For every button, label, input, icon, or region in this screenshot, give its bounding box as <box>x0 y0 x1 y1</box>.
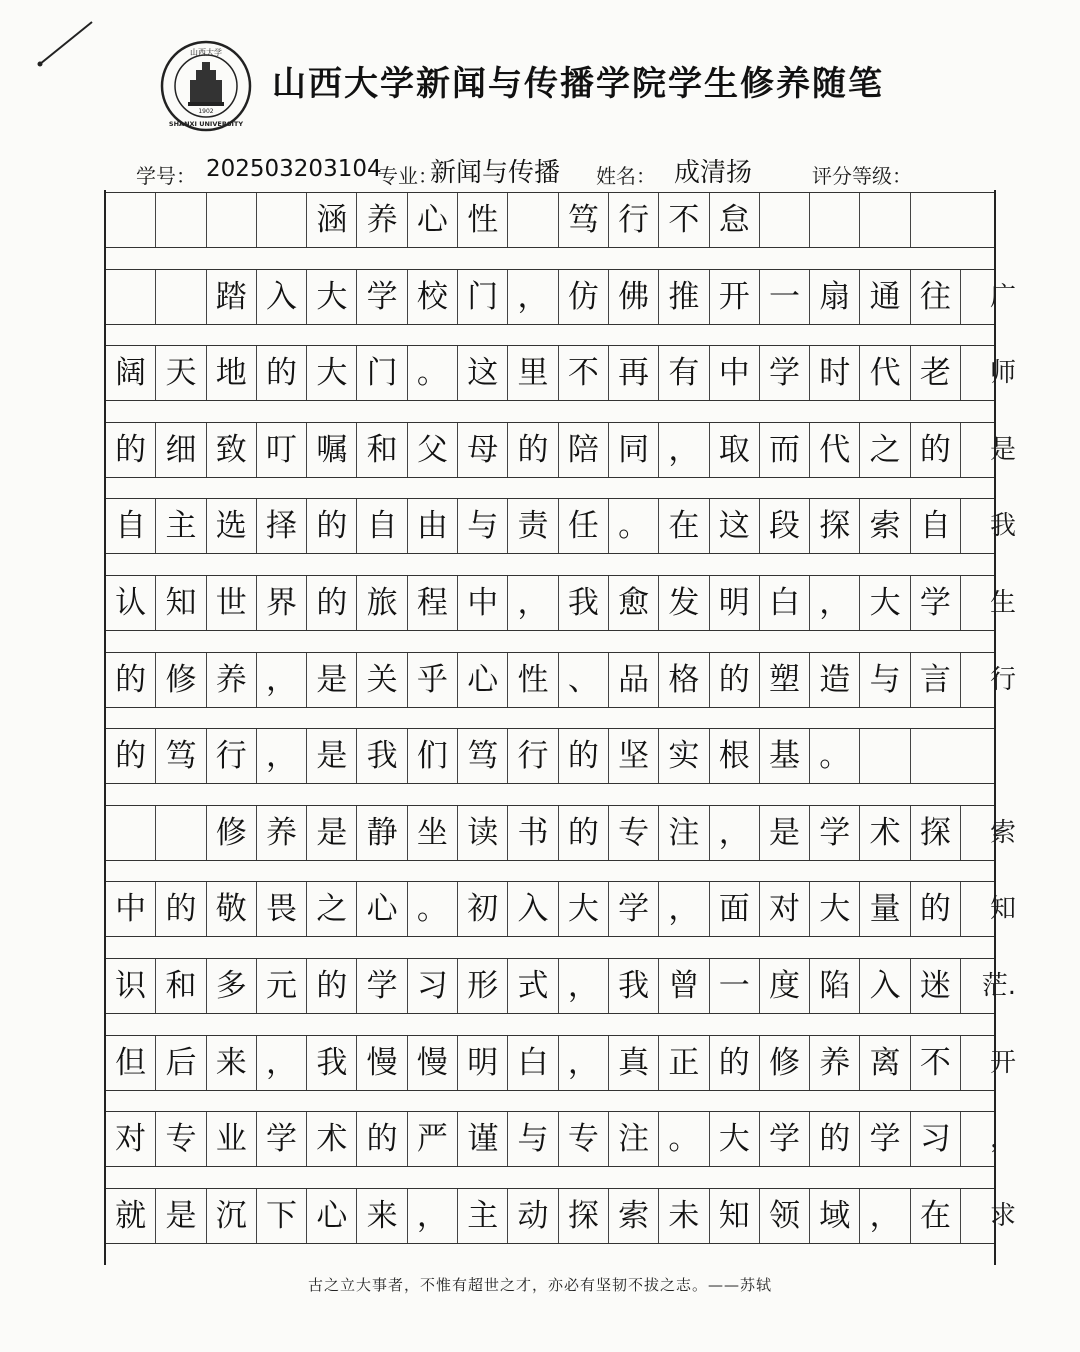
grid-cell: ， <box>559 1036 609 1090</box>
grid-cell: 专 <box>609 806 659 860</box>
grid-cell: 入 <box>860 959 910 1013</box>
grid-cell: 的 <box>307 959 357 1013</box>
name-label: 姓名： <box>596 164 656 188</box>
grid-cell: 的 <box>307 499 357 553</box>
grid-cell: 们 <box>408 729 458 783</box>
grid-cell: 就 <box>106 1189 156 1243</box>
grid-cell: 的 <box>559 729 609 783</box>
grid-cell: 天 <box>156 346 206 400</box>
grid-cell: 我 <box>559 576 609 630</box>
grid-cell: 慢 <box>408 1036 458 1090</box>
grid-cell: 的 <box>911 882 961 936</box>
grid-cell: 是 <box>307 653 357 707</box>
grid-cell: ， <box>257 729 307 783</box>
grid-row <box>106 728 994 784</box>
grid-cell: 下 <box>257 1189 307 1243</box>
grid-cell: 坚 <box>609 729 659 783</box>
seal-text-top: 山西大学 <box>190 48 222 57</box>
grid-cell: 明 <box>458 1036 508 1090</box>
grid-cell: 由 <box>408 499 458 553</box>
grid-cell: 不 <box>659 193 709 247</box>
grid-cell: 注 <box>609 1112 659 1166</box>
grid-cell: 学 <box>911 576 961 630</box>
grid-cell: 界 <box>257 576 307 630</box>
grid-cell: 学 <box>760 346 810 400</box>
grid-cell: 行 <box>508 729 558 783</box>
grid-cell: 愈 <box>609 576 659 630</box>
grid-cell: 根 <box>710 729 760 783</box>
grid-cell: 往 <box>911 270 961 324</box>
grid-cell: 的 <box>156 882 206 936</box>
grid-cell: 的 <box>710 653 760 707</box>
grid-cell: 中 <box>106 882 156 936</box>
grid-cell: 旅 <box>357 576 407 630</box>
grid-cell: 里 <box>508 346 558 400</box>
grid-cell: 的 <box>710 1036 760 1090</box>
grid-cell: 父 <box>408 423 458 477</box>
grid-cell: 涵 <box>307 193 357 247</box>
grid-cell: 式 <box>508 959 558 1013</box>
grid-cell: 基 <box>760 729 810 783</box>
grid-cell: 的 <box>559 806 609 860</box>
grid-cell: 习 <box>911 1112 961 1166</box>
grid-cell: 仿 <box>559 270 609 324</box>
grid-cell: 术 <box>307 1112 357 1166</box>
grid-cell: 我 <box>307 1036 357 1090</box>
grid-cell: 致 <box>207 423 257 477</box>
grid-cell <box>508 193 558 247</box>
grid-row <box>106 422 1016 478</box>
grid-cell: 。 <box>408 882 458 936</box>
margin-overflow-char: 我 <box>989 511 1016 542</box>
grid-cell: 心 <box>307 1189 357 1243</box>
margin-overflow-char: 索 <box>989 817 1016 848</box>
grid-cell: 这 <box>458 346 508 400</box>
grid-cell: 责 <box>508 499 558 553</box>
grid-cell: 陪 <box>559 423 609 477</box>
grid-cell: 索 <box>609 1189 659 1243</box>
grid-cell: 与 <box>508 1112 558 1166</box>
grid-cell <box>106 806 156 860</box>
grid-row <box>106 652 1016 708</box>
grid-cell: 陷 <box>810 959 860 1013</box>
grid-cell: 严 <box>408 1112 458 1166</box>
grid-cell: ， <box>659 423 709 477</box>
grid-cell: 这 <box>710 499 760 553</box>
grid-cell: 曾 <box>659 959 709 1013</box>
grid-cell: 书 <box>508 806 558 860</box>
grid-cell: 大 <box>710 1112 760 1166</box>
page-header <box>160 40 980 140</box>
grid-cell: 业 <box>207 1112 257 1166</box>
grid-cell: 的 <box>257 346 307 400</box>
grid-cell: 嘱 <box>307 423 357 477</box>
grid-cell: 再 <box>609 346 659 400</box>
grid-cell: 大 <box>307 346 357 400</box>
grid-cell: 领 <box>760 1189 810 1243</box>
grid-cell: 识 <box>106 959 156 1013</box>
grid-cell: 敬 <box>207 882 257 936</box>
seal-text-bottom: SHANXI UNIVERSITY <box>168 120 244 128</box>
grid-cell: 行 <box>207 729 257 783</box>
grid-cell: 养 <box>257 806 307 860</box>
grid-cell: 主 <box>156 499 206 553</box>
grid-cell: 一 <box>760 270 810 324</box>
grid-cell: 来 <box>357 1189 407 1243</box>
pen-stroke-mark <box>36 18 96 68</box>
grid-cell: 读 <box>458 806 508 860</box>
grid-cell: 通 <box>860 270 910 324</box>
grid-cell: 的 <box>307 576 357 630</box>
grid-cell: 我 <box>357 729 407 783</box>
grid-cell: 代 <box>810 423 860 477</box>
grid-cell: 学 <box>257 1112 307 1166</box>
margin-overflow-char: 开 <box>989 1047 1016 1078</box>
margin-overflow-char: 求 <box>989 1200 1016 1231</box>
grid-cell: 静 <box>357 806 407 860</box>
grid-cell: 笃 <box>156 729 206 783</box>
grid-cell: 白 <box>760 576 810 630</box>
grid-cell: 是 <box>307 729 357 783</box>
grid-row <box>106 345 1016 401</box>
grid-cell: 正 <box>659 1036 709 1090</box>
margin-overflow-char: 生 <box>989 588 1016 618</box>
grid-cell: 。 <box>659 1112 709 1166</box>
grid-cell: 坐 <box>408 806 458 860</box>
seal-year: 1902 <box>198 108 214 115</box>
major-value: 新闻与传播 <box>430 158 561 188</box>
grid-cell <box>810 193 860 247</box>
grid-cell: 但 <box>106 1036 156 1090</box>
grid-cell: 阔 <box>106 346 156 400</box>
grid-cell: 校 <box>408 270 458 324</box>
grid-cell: ， <box>508 576 558 630</box>
university-seal-icon <box>160 40 252 132</box>
grid-cell: 主 <box>458 1189 508 1243</box>
grid-cell <box>860 729 910 783</box>
grid-cell: 学 <box>357 959 407 1013</box>
grid-cell: 有 <box>659 346 709 400</box>
grid-cell: 慢 <box>357 1036 407 1090</box>
grid-cell: 养 <box>810 1036 860 1090</box>
grid-cell: 在 <box>911 1189 961 1243</box>
grid-cell: 专 <box>156 1112 206 1166</box>
grid-cell: 发 <box>659 576 709 630</box>
grid-cell: 形 <box>458 959 508 1013</box>
essay-grid <box>104 190 1016 1265</box>
grid-row <box>106 881 1016 937</box>
grid-cell: 实 <box>659 729 709 783</box>
grid-cell: 门 <box>357 346 407 400</box>
grid-cell <box>106 270 156 324</box>
grid-cell: 大 <box>810 882 860 936</box>
grid-cell: 与 <box>860 653 910 707</box>
grid-cell: 动 <box>508 1189 558 1243</box>
grid-cell: 段 <box>760 499 810 553</box>
grid-cell: 是 <box>156 1189 206 1243</box>
name-value: 成清扬 <box>674 158 753 188</box>
grid-cell: 离 <box>860 1036 910 1090</box>
grid-cell: 大 <box>307 270 357 324</box>
margin-overflow-char: 茫. <box>981 971 1016 1001</box>
grid-cell: 知 <box>710 1189 760 1243</box>
grid-cell: 开 <box>710 270 760 324</box>
grid-cell: 不 <box>559 346 609 400</box>
grid-cell: 谨 <box>458 1112 508 1166</box>
grid-cell: 心 <box>357 882 407 936</box>
grid-cell: 多 <box>207 959 257 1013</box>
grid-cell: 对 <box>106 1112 156 1166</box>
grid-cell: 畏 <box>257 882 307 936</box>
grid-cell: 和 <box>357 423 407 477</box>
grid-cell: 老 <box>911 346 961 400</box>
grid-cell: 学 <box>357 270 407 324</box>
grid-cell: 关 <box>357 653 407 707</box>
grid-cell: 知 <box>156 576 206 630</box>
grid-cell: 一 <box>710 959 760 1013</box>
grid-cell: 。 <box>609 499 659 553</box>
grid-cell: 行 <box>609 193 659 247</box>
grid-cell: 笃 <box>559 193 609 247</box>
grid-cell: 沉 <box>207 1189 257 1243</box>
grid-cell: 入 <box>257 270 307 324</box>
grid-cell: 和 <box>156 959 206 1013</box>
grid-cell <box>911 193 961 247</box>
grid-cell: ， <box>860 1189 910 1243</box>
grid-cell: 选 <box>207 499 257 553</box>
grade-label: 评分等级： <box>812 164 912 188</box>
grid-cell: 我 <box>609 959 659 1013</box>
student-id-value: 202503203104 <box>206 156 382 182</box>
document-title: 山西大学新闻与传播学院学生修养随笔 <box>272 64 884 104</box>
margin-overflow-char: 师 <box>989 358 1016 389</box>
grid-cell: ， <box>508 270 558 324</box>
grid-cell: 在 <box>659 499 709 553</box>
grid-cell <box>106 193 156 247</box>
grid-cell: 格 <box>659 653 709 707</box>
grid-cell: 探 <box>559 1189 609 1243</box>
grid-cell <box>911 729 961 783</box>
grid-cell <box>207 193 257 247</box>
grid-cell: 。 <box>810 729 860 783</box>
grid-cell: 、 <box>559 653 609 707</box>
grid-cell <box>257 193 307 247</box>
grid-cell <box>760 193 810 247</box>
grid-row <box>106 192 994 248</box>
grid-cell: 的 <box>106 653 156 707</box>
grid-cell: 的 <box>911 423 961 477</box>
grid-cell: 入 <box>508 882 558 936</box>
grid-cell: 量 <box>860 882 910 936</box>
grid-cell: 的 <box>508 423 558 477</box>
grid-cell: 的 <box>357 1112 407 1166</box>
grid-cell: 专 <box>559 1112 609 1166</box>
grid-cell: 学 <box>810 806 860 860</box>
grid-cell: 时 <box>810 346 860 400</box>
grid-cell: 言 <box>911 653 961 707</box>
grid-cell: 自 <box>106 499 156 553</box>
grid-cell: 对 <box>760 882 810 936</box>
grid-cell: 修 <box>207 806 257 860</box>
grid-row <box>106 1035 1016 1091</box>
grid-cell: 迷 <box>911 959 961 1013</box>
grid-cell: 学 <box>760 1112 810 1166</box>
grid-cell <box>156 270 206 324</box>
grid-cell: 元 <box>257 959 307 1013</box>
grid-cell: 面 <box>710 882 760 936</box>
margin-overflow-char: 行 <box>989 664 1016 695</box>
grid-cell: 取 <box>710 423 760 477</box>
grid-cell: 不 <box>911 1036 961 1090</box>
grid-cell: 明 <box>710 576 760 630</box>
grid-cell: 同 <box>609 423 659 477</box>
grid-row <box>106 805 1016 861</box>
grid-cell: 探 <box>810 499 860 553</box>
grid-cell: 索 <box>860 499 910 553</box>
grid-row <box>106 1111 1016 1167</box>
grid-cell: 之 <box>860 423 910 477</box>
grid-cell: 之 <box>307 882 357 936</box>
grid-cell: 造 <box>810 653 860 707</box>
grid-cell: 大 <box>559 882 609 936</box>
grid-cell: 的 <box>106 729 156 783</box>
grid-cell: 度 <box>760 959 810 1013</box>
grid-cell: ， <box>659 882 709 936</box>
grid-cell: 笃 <box>458 729 508 783</box>
grid-cell: ， <box>810 576 860 630</box>
grid-cell: 未 <box>659 1189 709 1243</box>
grid-cell: 叮 <box>257 423 307 477</box>
margin-overflow-char: 知 <box>989 894 1016 925</box>
grid-cell: 学 <box>860 1112 910 1166</box>
grid-row <box>106 498 1016 554</box>
grid-cell: 。 <box>408 346 458 400</box>
grid-cell: 学 <box>609 882 659 936</box>
grid-cell <box>156 806 206 860</box>
grid-cell: 白 <box>508 1036 558 1090</box>
grid-cell: 而 <box>760 423 810 477</box>
grid-cell: 佛 <box>609 270 659 324</box>
grid-cell <box>860 193 910 247</box>
grid-cell: 认 <box>106 576 156 630</box>
grid-cell: 是 <box>307 806 357 860</box>
grid-cell: 性 <box>508 653 558 707</box>
grid-cell: 世 <box>207 576 257 630</box>
grid-cell: 心 <box>458 653 508 707</box>
grid-cell: 心 <box>408 193 458 247</box>
grid-cell <box>156 193 206 247</box>
grid-cell: 修 <box>760 1036 810 1090</box>
grid-cell: ， <box>559 959 609 1013</box>
grid-cell: 任 <box>559 499 609 553</box>
major-label: 专业： <box>378 164 438 188</box>
grid-cell: 塑 <box>760 653 810 707</box>
grid-cell: 扇 <box>810 270 860 324</box>
grid-row <box>106 958 1016 1014</box>
grid-row <box>106 1188 1016 1244</box>
grid-cell: 术 <box>860 806 910 860</box>
grid-cell: 乎 <box>408 653 458 707</box>
grid-cell: 推 <box>659 270 709 324</box>
grid-cell: 母 <box>458 423 508 477</box>
grid-cell: 怠 <box>710 193 760 247</box>
grid-cell: 真 <box>609 1036 659 1090</box>
grid-cell: 养 <box>207 653 257 707</box>
student-id-label: 学号： <box>136 164 196 188</box>
grid-cell: 程 <box>408 576 458 630</box>
grid-cell: 与 <box>458 499 508 553</box>
grid-cell: 品 <box>609 653 659 707</box>
grid-cell: ， <box>257 1036 307 1090</box>
grid-cell: 域 <box>810 1189 860 1243</box>
margin-overflow-char: 是 <box>989 434 1016 465</box>
grid-cell: 是 <box>760 806 810 860</box>
grid-cell: 自 <box>357 499 407 553</box>
margin-overflow-char: ， <box>989 1124 1016 1155</box>
grid-cell: 探 <box>911 806 961 860</box>
grid-cell: ， <box>408 1189 458 1243</box>
grid-cell: 的 <box>106 423 156 477</box>
grid-cell: 性 <box>458 193 508 247</box>
grid-cell: ， <box>710 806 760 860</box>
grid-cell: 大 <box>860 576 910 630</box>
grid-cell: 门 <box>458 270 508 324</box>
grid-cell: 中 <box>458 576 508 630</box>
grid-cell: 择 <box>257 499 307 553</box>
student-info-row <box>136 152 966 190</box>
grid-cell: 代 <box>860 346 910 400</box>
grid-cell: 细 <box>156 423 206 477</box>
grid-cell: 来 <box>207 1036 257 1090</box>
grid-cell: 修 <box>156 653 206 707</box>
grid-cell: 初 <box>458 882 508 936</box>
grid-row <box>106 575 1016 631</box>
grid-cell: 注 <box>659 806 709 860</box>
grid-cell: 自 <box>911 499 961 553</box>
grid-cell: 中 <box>710 346 760 400</box>
footer-quote: 古之立大事者，不惟有超世之才，亦必有坚韧不拔之志。——苏轼 <box>307 1276 772 1294</box>
grid-cell: 养 <box>357 193 407 247</box>
grid-cell: 地 <box>207 346 257 400</box>
grid-cell: 习 <box>408 959 458 1013</box>
grid-cell: ， <box>257 653 307 707</box>
grid-cell: 后 <box>156 1036 206 1090</box>
grid-cell: 踏 <box>207 270 257 324</box>
margin-overflow-char: 广 <box>989 281 1016 312</box>
grid-row <box>106 269 1016 325</box>
grid-cell: 的 <box>810 1112 860 1166</box>
